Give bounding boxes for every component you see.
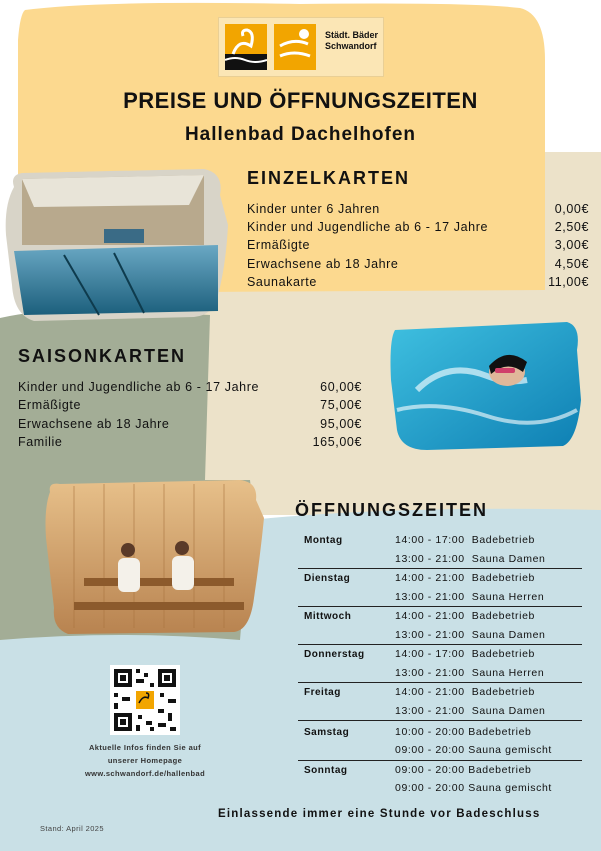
slot-time: 13:00 - 21:00	[395, 705, 465, 717]
swimmer-logo-icon	[274, 24, 316, 70]
slot-time: 13:00 - 21:00	[395, 667, 465, 679]
oeffnungszeiten-heading: ÖFFNUNGSZEITEN	[295, 500, 488, 520]
einzelkarten-label: Saunakarte	[247, 275, 317, 289]
schedule-day: Montag	[304, 535, 343, 546]
saisonkarten-price: 165,00€	[312, 435, 362, 449]
slot-time: 14:00 - 21:00	[395, 610, 465, 622]
einzelkarten-price: 4,50€	[554, 257, 589, 271]
schedule-day: Sonntag	[304, 765, 348, 776]
schedule-day: Samstag	[304, 727, 350, 738]
saisonkarten-label: Familie	[18, 435, 63, 449]
slot-time: 13:00 - 21:00	[395, 553, 465, 565]
saisonkarten-price: 75,00€	[320, 398, 362, 412]
slot-time: 09:00 - 20:00	[395, 744, 465, 756]
schedule-day: Dienstag	[304, 573, 351, 584]
slot-time: 14:00 - 17:00	[395, 534, 465, 546]
schedule-slot	[395, 610, 535, 622]
einzelkarten-label: Kinder und Jugendliche ab 6 - 17 Jahre	[247, 220, 489, 234]
einzelkarten-heading: EINZELKARTEN	[247, 168, 410, 188]
slot-activity: Badebetrieb	[471, 534, 535, 546]
admission-note: Einlassende immer eine Stunde vor Badeschluss	[218, 808, 541, 820]
row-divider	[298, 682, 582, 683]
schedule-slot	[395, 629, 545, 641]
schedule-day: Donnerstag	[304, 649, 365, 660]
info-text-line2: unserer Homepage	[107, 756, 183, 765]
stand-date: Stand: April 2025	[40, 824, 104, 833]
row-divider	[298, 644, 582, 645]
slot-activity: Badebetrieb	[471, 648, 535, 660]
swan-logo-icon	[225, 24, 267, 70]
slot-activity: Badebetrieb	[471, 610, 535, 622]
slot-activity: Sauna Herren	[471, 591, 545, 603]
slot-activity: Badebetrieb	[471, 686, 535, 698]
slot-activity: Badebetrieb	[468, 764, 532, 776]
schedule-slot	[395, 534, 535, 546]
einzelkarten-price: 0,00€	[554, 202, 589, 216]
slot-time: 10:00 - 20:00	[395, 726, 465, 738]
schedule-slot	[395, 782, 552, 794]
slot-activity: Badebetrieb	[471, 572, 535, 584]
slot-activity: Sauna gemischt	[468, 744, 552, 756]
qr-code-icon[interactable]	[110, 665, 180, 735]
schedule-slot	[395, 553, 545, 565]
schedule-slot	[395, 764, 531, 776]
schedule-slot	[395, 591, 544, 603]
page-subtitle: Hallenbad Dachelhofen	[184, 124, 417, 145]
row-divider	[298, 720, 582, 721]
schedule-day: Mittwoch	[304, 611, 352, 622]
slot-activity: Sauna gemischt	[468, 782, 552, 794]
slot-time: 13:00 - 21:00	[395, 629, 465, 641]
slot-activity: Sauna Damen	[471, 705, 546, 717]
slot-time: 09:00 - 20:00	[395, 782, 465, 794]
saisonkarten-price: 95,00€	[320, 417, 362, 431]
slot-time: 14:00 - 21:00	[395, 686, 465, 698]
row-divider	[298, 606, 582, 607]
schedule-slot	[395, 744, 552, 756]
saisonkarten-label: Ermäßigte	[18, 398, 82, 412]
sauna-photo	[44, 478, 266, 636]
einzelkarten-price: 3,00€	[554, 238, 589, 252]
brand-name-line1: Städt. Bäder	[325, 30, 379, 40]
slot-activity: Sauna Herren	[471, 667, 545, 679]
saisonkarten-price: 60,00€	[320, 380, 362, 394]
slot-activity: Badebetrieb	[468, 726, 532, 738]
homepage-link[interactable]: www.schwandorf.de/hallenbad	[84, 769, 206, 778]
slot-time: 14:00 - 17:00	[395, 648, 465, 660]
einzelkarten-price: 2,50€	[554, 220, 589, 234]
saisonkarten-heading: SAISONKARTEN	[18, 346, 187, 366]
schedule-slot	[395, 572, 535, 584]
slot-time: 14:00 - 21:00	[395, 572, 465, 584]
schedule-day: Freitag	[304, 687, 341, 698]
slot-time: 13:00 - 21:00	[395, 591, 465, 603]
row-divider	[298, 568, 582, 569]
einzelkarten-price: 11,00€	[548, 275, 589, 289]
swimmer-photo	[387, 320, 583, 452]
pool-photo	[4, 165, 230, 325]
slot-activity: Sauna Damen	[471, 629, 546, 641]
brand-name	[325, 30, 378, 52]
page-title: PREISE UND ÖFFNUNGSZEITEN	[123, 88, 478, 113]
einzelkarten-label: Erwachsene ab 18 Jahre	[247, 257, 399, 271]
row-divider	[298, 760, 582, 761]
schedule-slot	[395, 667, 544, 679]
info-text-line1: Aktuelle Infos finden Sie auf	[88, 743, 202, 752]
slot-time: 09:00 - 20:00	[395, 764, 465, 776]
schedule-slot	[395, 726, 531, 738]
slot-activity: Sauna Damen	[471, 553, 546, 565]
schedule-slot	[395, 705, 545, 717]
schedule-slot	[395, 686, 535, 698]
brand-name-line2: Schwandorf	[325, 41, 377, 51]
saisonkarten-label: Erwachsene ab 18 Jahre	[18, 417, 170, 431]
schedule-slot	[395, 648, 535, 660]
einzelkarten-label: Kinder unter 6 Jahren	[247, 202, 380, 216]
einzelkarten-label: Ermäßigte	[247, 238, 311, 252]
saisonkarten-label: Kinder und Jugendliche ab 6 - 17 Jahre	[18, 380, 260, 394]
